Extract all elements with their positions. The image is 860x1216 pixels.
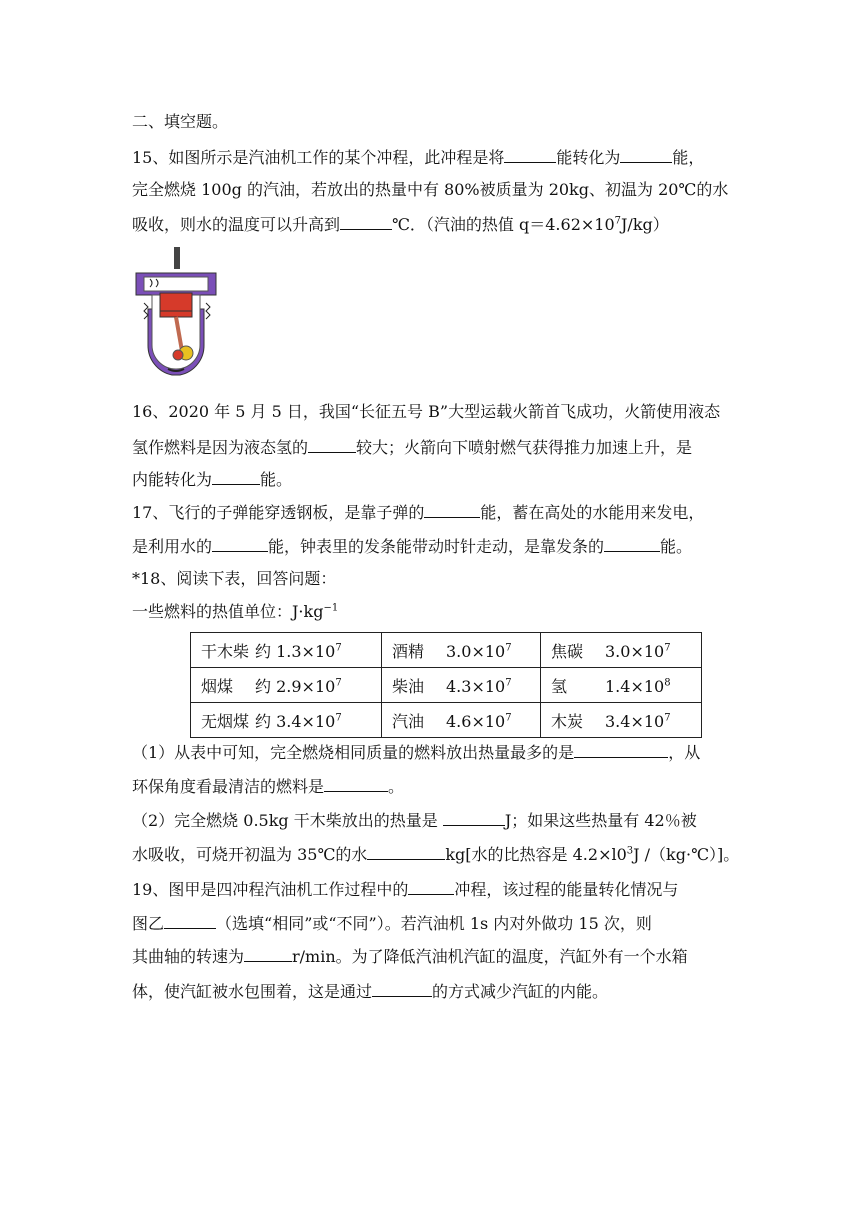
- q19-text: 19、图甲是四冲程汽油机工作过程中的: [132, 880, 409, 899]
- q19-text: r/min。为了降低汽油机汽缸的温度，汽缸外有一个水箱: [292, 947, 688, 966]
- table-cell: [191, 633, 382, 668]
- q17-text: 能，蓄在高处的水能用来发电，: [480, 503, 705, 522]
- q18-p2-line-1: [132, 809, 697, 831]
- answer-blank[interactable]: [212, 535, 268, 552]
- section-title: 二、填空题。: [132, 112, 229, 131]
- fuel-value: 约 3.4×10: [255, 711, 336, 731]
- fuel-heat-value-table: [190, 632, 702, 738]
- fuel-name: 汽油: [392, 711, 425, 731]
- answer-blank[interactable]: [372, 980, 432, 997]
- q15-text: 能，: [672, 148, 705, 167]
- answer-blank[interactable]: [620, 146, 672, 163]
- q15-text: 能转化为: [556, 148, 621, 167]
- fuel-name: 无烟煤: [201, 711, 250, 731]
- exponent: 7: [664, 642, 671, 654]
- answer-blank[interactable]: [212, 468, 260, 485]
- q15-line-2: 完全燃烧 100g 的汽油，若放出的热量中有 80%被质量为 20kg、初温为 20℃的水: [132, 180, 729, 199]
- q18-p2-line-2: [132, 843, 739, 865]
- exponent: 7: [335, 677, 342, 689]
- q18-text: （2）完全燃烧 0.5kg 干木柴放出的热量是: [132, 811, 438, 830]
- exponent: −1: [323, 602, 339, 614]
- q18-text: 。: [388, 777, 405, 796]
- table-cell: [191, 668, 382, 703]
- fuel-value: 3.0×10: [446, 641, 506, 661]
- answer-blank[interactable]: [324, 775, 388, 792]
- fuel-value: 约 1.3×10: [255, 641, 336, 661]
- fuel-value: 4.6×10: [446, 711, 506, 731]
- fuel-name: 木炭: [551, 711, 584, 731]
- q19-line-2: [132, 912, 652, 934]
- table-cell: [382, 703, 541, 738]
- q19-text: 图乙: [132, 914, 165, 933]
- q17-text: 是利用水的: [132, 537, 213, 556]
- answer-blank[interactable]: [408, 878, 454, 895]
- answer-blank[interactable]: [424, 501, 480, 518]
- table-cell: [191, 703, 382, 738]
- q15-line-1: [132, 146, 704, 168]
- q15-text: 吸收，则水的温度可以升高到: [132, 215, 341, 234]
- q19-text: 的方式减少汽缸的内能。: [432, 982, 609, 1001]
- exponent: 7: [505, 642, 512, 654]
- piston: [160, 293, 192, 311]
- fuel-value: 3.0×10: [605, 641, 665, 661]
- exponent: 7: [335, 642, 342, 654]
- fuel-name: 焦碳: [551, 641, 584, 661]
- q18-text: 水吸收，可烧开初温为 35℃的水: [132, 845, 368, 864]
- q18-p1-line-1: [132, 741, 700, 763]
- answer-blank[interactable]: [604, 535, 660, 552]
- q19-line-1: [132, 878, 678, 900]
- q16-line-3: [132, 468, 292, 490]
- fuel-value: 约 2.9×10: [255, 676, 336, 696]
- q18-text: kg[水的比热容是 4.2×l0: [445, 845, 627, 864]
- q18-text: J /（kg·℃）]。: [633, 845, 740, 864]
- table-row: [191, 668, 702, 703]
- q15-text: J/kg）: [621, 215, 669, 234]
- exponent: 8: [664, 677, 671, 689]
- q18-text: J；如果这些热量有 42％被: [504, 811, 697, 830]
- answer-blank[interactable]: [164, 912, 216, 929]
- exponent: 7: [335, 712, 342, 724]
- q17-text: 17、飞行的子弹能穿透钢板，是靠子弹的: [132, 503, 425, 522]
- unit-text: 一些燃料的热值单位：J·kg: [132, 602, 324, 621]
- q19-line-3: [132, 945, 688, 967]
- table-cell: [541, 668, 702, 703]
- q19-text: 体，使汽缸被水包围着，这是通过: [132, 982, 373, 1001]
- q16-text: 较大；火箭向下喷射燃气获得推力加速上升，是: [356, 438, 693, 457]
- fuel-value: 1.4×10: [605, 676, 665, 696]
- answer-blank[interactable]: [340, 213, 392, 230]
- table-row: [191, 633, 702, 668]
- q18-text: ，从: [668, 743, 701, 762]
- q16-text: 内能转化为: [132, 470, 213, 489]
- q18-p1-line-2: [132, 775, 404, 797]
- table-cell: [382, 633, 541, 668]
- exponent: 3: [626, 845, 634, 857]
- table-cell: [541, 703, 702, 738]
- q19-text: 其曲轴的转速为: [132, 947, 245, 966]
- q18-unit: [132, 602, 338, 622]
- answer-blank[interactable]: [308, 436, 356, 453]
- exponent: 7: [614, 215, 622, 227]
- answer-blank[interactable]: [574, 741, 668, 758]
- spark-plug: [174, 247, 180, 269]
- q17-line-1: [132, 501, 704, 523]
- table-cell: [382, 668, 541, 703]
- q19-line-4: [132, 980, 608, 1002]
- q15-text: ℃．（汽油的热值 q＝4.62×10: [392, 215, 615, 234]
- q16-text: 能。: [260, 470, 293, 489]
- q17-text: 能，钟表里的发条能带动时针走动，是靠发条的: [268, 537, 605, 556]
- fuel-value: 3.4×10: [605, 711, 665, 731]
- fuel-name: 柴油: [392, 676, 425, 696]
- answer-blank[interactable]: [443, 809, 505, 826]
- answer-blank[interactable]: [504, 146, 556, 163]
- exponent: 7: [505, 712, 512, 724]
- fuel-name: 干木柴: [201, 641, 250, 661]
- q19-text: （选填“相同”或“不同”）。若汽油机 1s 内对外做功 15 次，则: [216, 914, 652, 933]
- engine-cylinder-figure: [130, 247, 222, 382]
- q18-text: 环保角度看最清洁的燃料是: [132, 777, 325, 796]
- q16-line-2: [132, 436, 692, 458]
- q17-line-2: [132, 535, 692, 557]
- answer-blank[interactable]: [367, 843, 445, 860]
- exponent: 7: [505, 677, 512, 689]
- fuel-name: 氢: [551, 676, 568, 696]
- q16-line-1: 16、2020 年 5 月 5 日，我国“长征五号 B”大型运载火箭首飞成功，火箭使用液态: [132, 402, 721, 421]
- q19-text: 冲程，该过程的能量转化情况与: [454, 880, 679, 899]
- q15-text: 15、如图所示是汽油机工作的某个冲程，此冲程是将: [132, 148, 505, 167]
- q18-title: *18、阅读下表，回答问题：: [132, 569, 337, 588]
- q17-text: 能。: [660, 537, 693, 556]
- q18-text: （1）从表中可知，完全燃烧相同质量的燃料放出热量最多的是: [132, 743, 575, 762]
- q16-text: 氢作燃料是因为液态氢的: [132, 438, 309, 457]
- fuel-name: 烟煤: [201, 676, 234, 696]
- fuel-value: 4.3×10: [446, 676, 506, 696]
- table-row: [191, 703, 702, 738]
- fuel-name: 酒精: [392, 641, 425, 661]
- answer-blank[interactable]: [244, 945, 292, 962]
- q15-line-3: [132, 213, 669, 235]
- exponent: 7: [664, 712, 671, 724]
- table-cell: [541, 633, 702, 668]
